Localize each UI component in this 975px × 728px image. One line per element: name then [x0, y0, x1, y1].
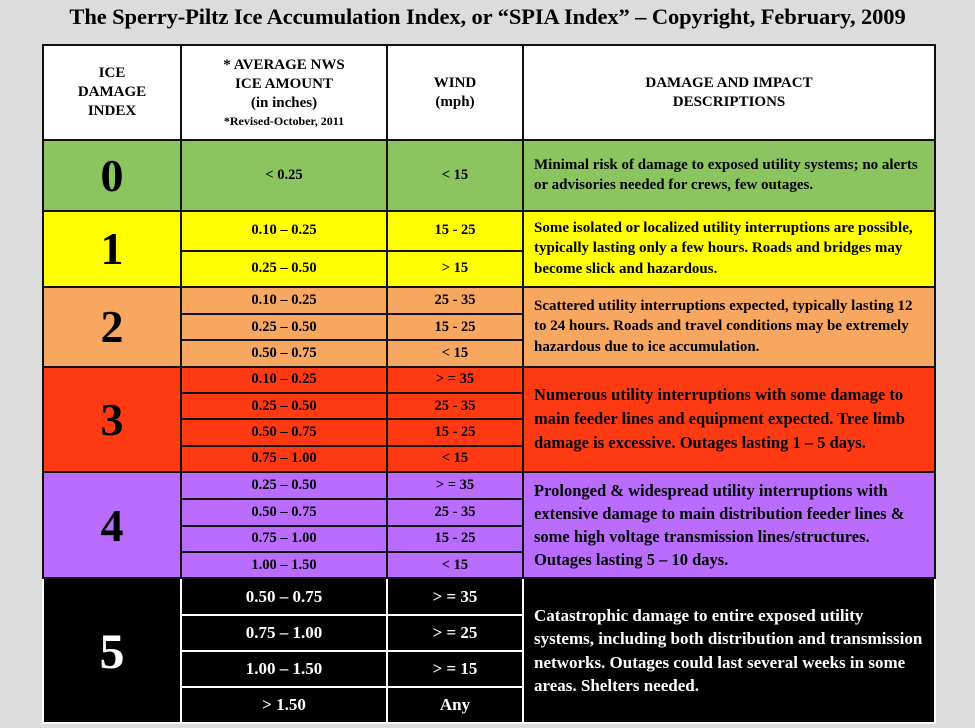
wind-cell: > = 35 [387, 367, 523, 393]
header-wind-label: WIND [433, 74, 477, 91]
ice-amount-cell: 0.75 – 1.00 [181, 526, 387, 552]
wind-cell: > 15 [387, 251, 523, 287]
header-wind [387, 45, 523, 140]
ice-amount-cell: 0.25 – 0.50 [181, 472, 387, 499]
header-ice-label: * AVERAGE NWS ICE AMOUNT [223, 57, 345, 92]
table-body [43, 140, 935, 723]
header-damage-label: DAMAGE AND IMPACT DESCRIPTIONS [645, 74, 813, 110]
wind-cell: < 15 [387, 446, 523, 472]
ice-amount-cell: 0.50 – 0.75 [181, 578, 387, 615]
ice-damage-index-1: 1 [43, 211, 181, 287]
ice-damage-index-5: 5 [43, 578, 181, 723]
table-row [43, 140, 935, 211]
wind-cell: > = 25 [387, 615, 523, 651]
table-row [43, 211, 935, 251]
ice-amount-cell: 0.10 – 0.25 [181, 287, 387, 314]
header-row [43, 45, 935, 140]
wind-cell: 15 - 25 [387, 211, 523, 251]
damage-description-2: Scattered utility interruptions expected, typically lasting 12 to 24 hours. Roads and travel conditions may be extremely hazardous due to ice accumulation. [523, 287, 935, 367]
damage-description-4: Prolonged & widespread utility interruptions with extensive damage to main distribution feeder lines & some high voltage transmission lines/structures. Outages lasting 5 – 10 days. [523, 472, 935, 578]
damage-description-0: Minimal risk of damage to exposed utility systems; no alerts or advisories needed for crews, few outages. [523, 140, 935, 211]
ice-amount-cell: 0.25 – 0.50 [181, 314, 387, 340]
ice-amount-cell: < 0.25 [181, 140, 387, 211]
table-row [43, 287, 935, 314]
table-row [43, 367, 935, 393]
wind-cell: < 15 [387, 552, 523, 578]
ice-damage-index-3: 3 [43, 367, 181, 472]
header-ice-revised-note: *Revised-October, 2011 [223, 114, 345, 128]
wind-cell: > = 35 [387, 578, 523, 615]
header-ice-amount [181, 45, 387, 140]
ice-amount-cell: 0.25 – 0.50 [181, 393, 387, 419]
damage-description-3: Numerous utility interruptions with some damage to main feeder lines and equipment expected. Tree limb damage is excessive. Outages lasting 1 – 5 days. [523, 367, 935, 472]
damage-description-5: Catastrophic damage to entire exposed utility systems, including both distribution and transmission networks. Outages could last several weeks in some areas. Shelters needed. [523, 578, 935, 723]
header-index-label: ICE DAMAGE INDEX [77, 65, 147, 119]
ice-amount-cell: 0.75 – 1.00 [181, 446, 387, 472]
header-ice-units: (in inches) [250, 95, 318, 111]
wind-cell: 25 - 35 [387, 499, 523, 525]
wind-cell: < 15 [387, 140, 523, 211]
ice-amount-cell: 0.75 – 1.00 [181, 615, 387, 651]
wind-cell: > = 35 [387, 472, 523, 499]
ice-damage-index-2: 2 [43, 287, 181, 367]
ice-amount-cell: 0.50 – 0.75 [181, 419, 387, 445]
header-wind-units: (mph) [435, 93, 475, 110]
wind-cell: Any [387, 687, 523, 723]
spia-index-table [42, 44, 936, 724]
wind-cell: > = 15 [387, 651, 523, 687]
ice-amount-cell: 1.00 – 1.50 [181, 552, 387, 578]
wind-cell: 15 - 25 [387, 314, 523, 340]
ice-amount-cell: 0.10 – 0.25 [181, 367, 387, 393]
ice-amount-cell: 0.25 – 0.50 [181, 251, 387, 287]
ice-damage-index-0: 0 [43, 140, 181, 211]
ice-damage-index-4: 4 [43, 472, 181, 578]
ice-amount-cell: 0.50 – 0.75 [181, 340, 387, 366]
header-damage-descriptions [523, 45, 935, 140]
page-title: The Sperry-Piltz Ice Accumulation Index, or “SPIA Index” – Copyright, February, 2009 [69, 4, 906, 29]
wind-cell: < 15 [387, 340, 523, 366]
table-row [43, 578, 935, 615]
header-ice-damage-index [43, 45, 181, 140]
ice-amount-cell: 0.50 – 0.75 [181, 499, 387, 525]
wind-cell: 25 - 35 [387, 287, 523, 314]
ice-amount-cell: 0.10 – 0.25 [181, 211, 387, 251]
wind-cell: 25 - 35 [387, 393, 523, 419]
wind-cell: 15 - 25 [387, 526, 523, 552]
table-row [43, 472, 935, 499]
ice-amount-cell: > 1.50 [181, 687, 387, 723]
damage-description-1: Some isolated or localized utility interruptions are possible, typically lasting only a few hours. Roads and bridges may become slick and hazardous. [523, 211, 935, 287]
ice-amount-cell: 1.00 – 1.50 [181, 651, 387, 687]
wind-cell: 15 - 25 [387, 419, 523, 445]
